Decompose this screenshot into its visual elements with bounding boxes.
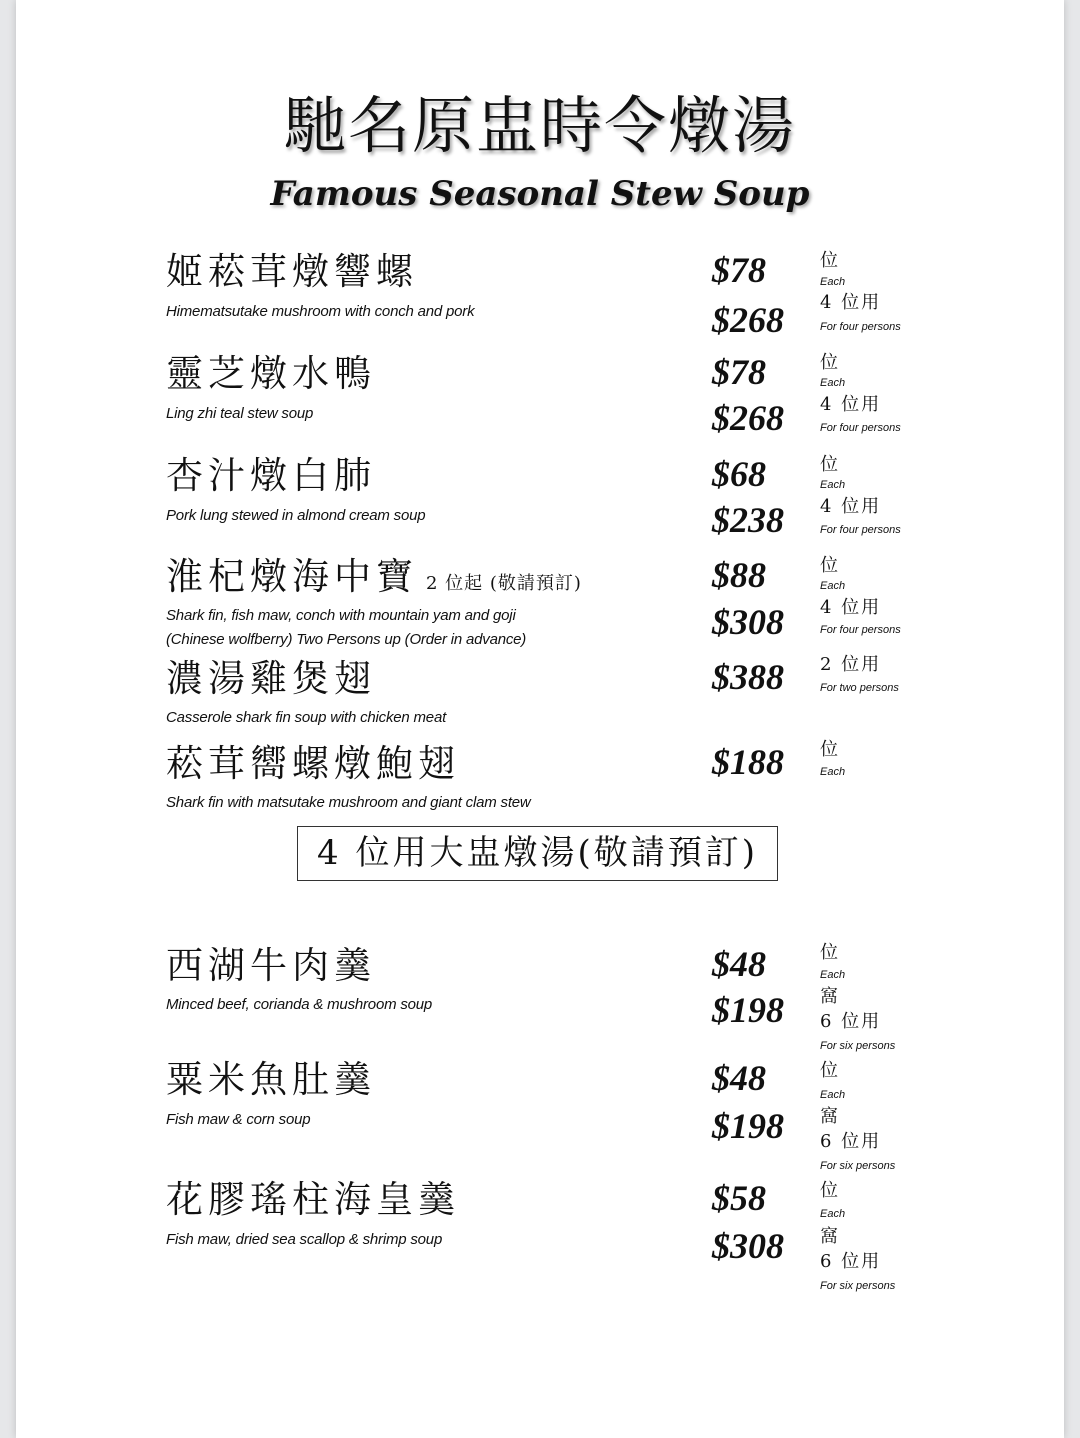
item-name-english: Shark fin with matsutake mushroom and giant clam stew bbox=[166, 794, 531, 811]
item-price: $78 bbox=[712, 250, 766, 290]
item-price: $198 bbox=[712, 990, 784, 1030]
menu-item bbox=[16, 555, 1064, 648]
item-price: $58 bbox=[712, 1178, 766, 1218]
price-unit-english: Each bbox=[820, 377, 846, 389]
price-unit: 窩 bbox=[820, 1226, 840, 1247]
price-unit-english: For four persons bbox=[820, 321, 901, 333]
item-name-english: Fish maw, dried sea scallop & shrimp soup bbox=[166, 1231, 443, 1248]
item-name-chinese: 粟米魚肚羹 bbox=[166, 1058, 376, 1101]
menu-item bbox=[16, 942, 1064, 1052]
item-price: $48 bbox=[712, 1058, 766, 1098]
price-unit: 位 bbox=[820, 454, 840, 475]
price-unit: 位 bbox=[820, 1060, 840, 1081]
price-unit-persons: 6 位用 bbox=[820, 1251, 882, 1272]
price-unit: 4 位用 bbox=[820, 496, 882, 517]
item-price: $68 bbox=[712, 454, 766, 494]
menu-item bbox=[16, 352, 1064, 438]
item-price: $188 bbox=[712, 742, 784, 782]
menu-item bbox=[16, 250, 1064, 340]
price-unit: 4 位用 bbox=[820, 394, 882, 415]
menu-item bbox=[16, 1058, 1064, 1172]
price-unit-persons: 6 位用 bbox=[820, 1131, 882, 1152]
item-name-english: Shark fin, fish maw, conch with mountain yam and goji bbox=[166, 607, 516, 624]
menu-title-chinese: 馳名原盅時令燉湯 bbox=[283, 89, 796, 162]
price-unit: 窩 bbox=[820, 1106, 840, 1127]
price-unit-english: For six persons bbox=[820, 1280, 896, 1292]
price-unit-english: For six persons bbox=[820, 1160, 896, 1172]
item-price: $78 bbox=[712, 352, 766, 392]
item-price: $268 bbox=[712, 398, 784, 438]
price-unit: 位 bbox=[820, 942, 840, 963]
price-unit-english: For two persons bbox=[820, 682, 899, 694]
menu-item bbox=[16, 1178, 1064, 1292]
item-name-english: Pork lung stewed in almond cream soup bbox=[166, 507, 426, 524]
item-name-text: 淮杞燉海中寶 bbox=[166, 555, 418, 598]
price-unit: 4 位用 bbox=[820, 597, 882, 618]
menu-item bbox=[16, 739, 1064, 811]
price-unit: 2 位用 bbox=[820, 654, 882, 675]
item-name-chinese bbox=[166, 555, 582, 606]
price-unit: 位 bbox=[820, 250, 840, 271]
item-price: $308 bbox=[712, 1226, 784, 1266]
item-price: $198 bbox=[712, 1106, 784, 1146]
item-name-chinese: 濃湯雞煲翅 bbox=[166, 657, 376, 700]
menu-item bbox=[16, 654, 1064, 726]
price-unit-english: Each bbox=[820, 766, 846, 778]
price-unit: 位 bbox=[820, 1180, 840, 1201]
item-price: $48 bbox=[712, 944, 766, 984]
item-order-note: 2 位起 (敬請預訂) bbox=[426, 573, 582, 594]
item-price: $308 bbox=[712, 602, 784, 642]
item-name-chinese: 杏汁燉白肺 bbox=[166, 454, 376, 497]
price-unit: 位 bbox=[820, 739, 840, 760]
price-unit-english: For four persons bbox=[820, 422, 901, 434]
price-unit-english: Each bbox=[820, 969, 846, 981]
price-unit-english: Each bbox=[820, 580, 846, 592]
section-heading-box: 4 位用大盅燉湯(敬請預訂) bbox=[297, 826, 778, 881]
price-unit-english: For six persons bbox=[820, 1040, 896, 1052]
item-name-english-line2: (Chinese wolfberry) Two Persons up (Order in advance) bbox=[166, 631, 527, 648]
price-unit-english: Each bbox=[820, 276, 846, 288]
item-name-english: Himematsutake mushroom with conch and pork bbox=[166, 303, 475, 320]
item-price: $88 bbox=[712, 555, 766, 595]
price-unit-english: Each bbox=[820, 479, 846, 491]
price-unit: 4 位用 bbox=[820, 292, 882, 313]
price-unit-english: For four persons bbox=[820, 624, 901, 636]
item-name-english: Minced beef, corianda & mushroom soup bbox=[166, 996, 433, 1013]
price-unit: 位 bbox=[820, 555, 840, 576]
item-name-chinese: 花膠瑤柱海皇羹 bbox=[166, 1178, 460, 1221]
item-name-chinese: 靈芝燉水鴨 bbox=[166, 352, 376, 395]
price-unit-english: Each bbox=[820, 1089, 846, 1101]
item-price: $268 bbox=[712, 300, 784, 340]
item-name-english: Ling zhi teal stew soup bbox=[166, 405, 314, 422]
item-name-chinese: 姬菘茸燉響螺 bbox=[166, 250, 418, 293]
price-unit-english: Each bbox=[820, 1208, 846, 1220]
menu-title-english: Famous Seasonal Stew Soup bbox=[270, 174, 810, 214]
item-name-english: Casserole shark fin soup with chicken meat bbox=[166, 709, 447, 726]
menu-page bbox=[16, 0, 1064, 1438]
item-name-chinese: 西湖牛肉羹 bbox=[166, 944, 376, 987]
item-name-english: Fish maw & corn soup bbox=[166, 1111, 311, 1128]
price-unit-english: For four persons bbox=[820, 524, 901, 536]
item-price: $388 bbox=[712, 657, 784, 697]
menu-item bbox=[16, 454, 1064, 540]
price-unit: 位 bbox=[820, 352, 840, 373]
item-price: $238 bbox=[712, 500, 784, 540]
price-unit: 窩 bbox=[820, 986, 840, 1007]
item-name-chinese: 菘茸嚮螺燉鮑翅 bbox=[166, 742, 460, 785]
price-unit-persons: 6 位用 bbox=[820, 1011, 882, 1032]
